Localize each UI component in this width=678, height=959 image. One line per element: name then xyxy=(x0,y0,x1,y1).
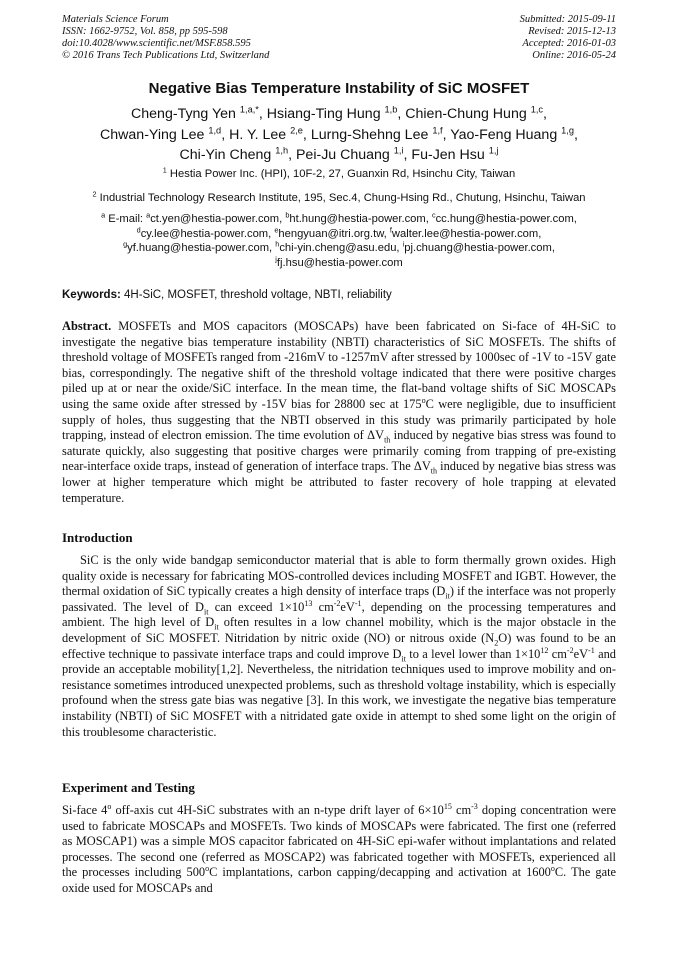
abstract: Abstract. MOSFETs and MOS capacitors (MOSCAPs) have been fabricated on Si-face of 4H-SiC to investigate the negative bias temperature instability (NBTI) characteristics of SiC MOSFETs. The shifts of threshold voltage of MOSFETs ranged from -216mV to -1257mV after stressed by 1000sec of -1V to -15V gate bias, correspondingly. The negative shift of the threshold voltage indicated that there were positive charges piled up at or near the oxide/SiC interface. In the mean time, the flat-band voltage shifts of SiC MOSCAPs using the same oxide after stressed by -15V bias for 28800 sec at 175$^o$C were negligible, due to insufficient supply of holes, thus suggesting that the NBTI observed in this study was primarily participated by hole trapping, instead of electron emission. The time evolution of $\Delta V_{th}$ induced by negative bias stress was found to saturate quickly, also suggesting that positive charges were primarily coming from trapping of pre-existing near-interface oxide traps, instead of generation of interface traps. The $\Delta V_{th}$ induced by negative bias stress was lower at higher temperature which might be attributed to faster recovery of hole trapping at elevated temperature. xyxy=(62,319,617,505)
online-date: Online: 2016-05-24 xyxy=(532,50,616,61)
author: Lurng-Shehng Lee $^{1,f}$ xyxy=(310,124,443,143)
author: Fu-Jen Hsu $^{1,j}$ xyxy=(411,145,499,163)
experiment-paragraph: Si-face 4$^o$ off-axis cut 4H-SiC substrates with an n-type drift layer of $6\times 10^{15}$ $cm^{-3}$ doping concentration were used to fabricate MOSCAPs and MOSFETs. Two kinds of MOSCAPs were fabricated. The first one (referred as MOSCAP1) was a simple MOS capacitor fabricated on 4H-SiC epi-wafer without implantations and related processes. The second one (referred as MOSCAP2) was fabricated together with MOSFETs, experienced all the processes including 500$^o$C implantations, carbon capping/decapping and activation at 1600$^o$C. The gate oxide used for MOSCAPs and xyxy=(62,801,617,895)
email-list: $^a$ E-mail: $^a$ct.yen@hestia-power.com, $^b$ht.hung@hestia-power.com, $^c$cc.hung@hestia-power.com, $^d$cy.lee@hestia-power.com, $^e$hengyuan@itri.org.tw, $^f$walter.lee@hestia-power.com, $^g$yf.huang@hestia-power.com, $^h$chi-yin.cheng@asu.edu, $^i$pj.chuang@hestia-power.com, $^j$fj.hsu@hestia-power.com xyxy=(101,210,577,269)
author: Chwan-Ying Lee $^{1,d}$ xyxy=(100,124,222,143)
email-link[interactable]: ht.hung@hestia-power.com, xyxy=(289,213,429,225)
email-link[interactable]: ct.yen@hestia-power.com, xyxy=(150,213,283,225)
email-link[interactable]: pj.chuang@hestia-power.com, xyxy=(404,242,555,254)
submitted-date: Submitted: 2015-09-11 xyxy=(519,14,616,25)
doi: doi:10.4028/www.scientific.net/MSF.858.595 xyxy=(62,38,251,49)
issn: ISSN: 1662-9752, Vol. 858, pp 595-598 xyxy=(62,26,228,37)
journal-name: Materials Science Forum xyxy=(62,14,169,25)
email-link[interactable]: yf.huang@hestia-power.com, xyxy=(127,242,273,254)
section-heading-experiment: Experiment and Testing xyxy=(62,780,195,795)
keywords xyxy=(62,289,616,301)
affiliation-1: $^1$ Hestia Power Inc. (HPI), 10F-2, 27, Guanxin Rd, Hsinchu City, Taiwan xyxy=(162,165,516,180)
keywords-text: 4H-SiC, MOSFET, threshold voltage, NBTI, reliability xyxy=(124,289,392,301)
copyright: © 2016 Trans Tech Publications Ltd, Switzerland xyxy=(62,50,270,61)
email-link[interactable]: walter.lee@hestia-power.com, xyxy=(391,227,542,240)
keywords-label: Keywords: xyxy=(62,289,121,301)
affiliation-2: $^2$ Industrial Technology Research Institute, 195, Sec.4, Chung-Hsing Rd., Chutung, Hsinchu, Taiwan xyxy=(92,189,586,204)
author: Chi-Yin Cheng $^{1,h}$ xyxy=(179,145,289,163)
abstract-label: Abstract. xyxy=(62,319,112,333)
email-link[interactable]: cc.hung@hestia-power.com, xyxy=(435,213,577,225)
accepted-date: Accepted: 2016-01-03 xyxy=(522,38,616,49)
introduction-paragraph: SiC is the only wide bandgap semiconductor material that is able to form thermally grown oxides. High quality oxide is necessary for fabricating MOS-controlled devices including MOSFET and IGBT. However, the thermal oxidation of SiC typically creates a high density of interface traps $(D_{it})$ if the interface was not properly passivated. The level of $D_{it}$ can exceed $1\times 10^{13}$ $cm^{-2}eV^{-1}$, depending on the processing temperatures and ambient. The high level of $D_{it}$ often resultes in a low channel mobility, which is the major obstacle in the development of SiC MOSFET. Nitridation by nitric oxide (NO) or nitrous oxide $(N_2O)$ was found to be an effective technique to passivate interface traps and could improve $D_{it}$ to a level lower than $1\times 10^{12}$ $cm^{-2}eV^{-1}$ and provide an acceptable mobility[1,2]. Nevertheless, the nitridation techniques used to improve mobility and on-resistance sometimes introduced unexpected problems, such as threshold voltage instability, which is especially profound when the stress gate bias was negative [3]. In this work, we investigate the negative bias temperature instability (NBTI) of SiC MOSFET with a nitridated gate oxide in attempt to shed some light on the origin of this troublesome characteristic. xyxy=(62,553,617,739)
journal-header-left xyxy=(62,14,269,62)
journal-header-right xyxy=(520,14,616,62)
email-link[interactable]: hengyuan@itri.org.tw, xyxy=(278,227,387,240)
revised-date: Revised: 2015-12-13 xyxy=(528,26,616,37)
author: H. Y. Lee $^{2,e}$ xyxy=(229,124,303,143)
email-link[interactable]: cy.lee@hestia-power.com, xyxy=(140,227,272,240)
author: Yao-Feng Huang $^{1,g}$ xyxy=(450,124,574,143)
email-link[interactable]: chi-yin.cheng@asu.edu, xyxy=(279,242,400,254)
author: Pei-Ju Chuang $^{1,i}$ xyxy=(295,145,404,163)
author: Cheng-Tyng Yen $^{1,a,*}$ xyxy=(131,104,259,122)
author: Hsiang-Ting Hung $^{1,b}$ xyxy=(266,104,398,122)
email-link[interactable]: fj.hsu@hestia-power.com xyxy=(276,256,403,269)
paper-title: Negative Bias Temperature Instability of SiC MOSFET xyxy=(148,80,530,97)
author: Chien-Chung Hung $^{1,c}$ xyxy=(405,104,543,122)
section-heading-introduction: Introduction xyxy=(62,530,133,545)
author-list: Cheng-Tyng Yen $^{1,a,*}$, Hsiang-Ting Hung $^{1,b}$, Chien-Chung Hung $^{1,c}$, Chwan-Ying Lee $^{1,d}$, H. Y. Lee $^{2,e}$, Lurng-Shehng Lee $^{1,f}$, Yao-Feng Huang $^{1,g}$, Chi-Yin Cheng $^{1,h}$, Pei-Ju Chuang $^{1,i}$, Fu-Jen Hsu $^{1,j}$ xyxy=(100,104,578,163)
